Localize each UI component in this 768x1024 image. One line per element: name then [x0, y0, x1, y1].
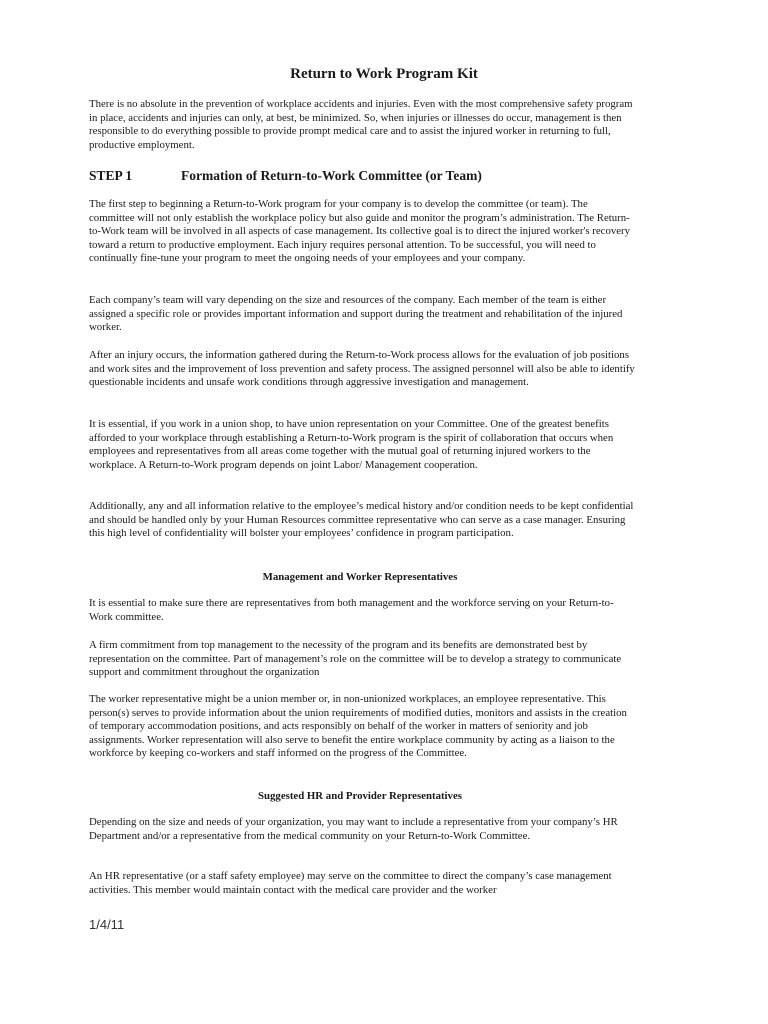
paragraph-worker-representative: The worker representative might be a union member or, in non-unionized workplaces, an employee representative. This person(s) serves to provide information about the union requirements of modified duties, monitors and assists in the creation of temporary accommodation positions, and acts responsibly on behalf of the worker in matters of seniority and job assignments. Worker representation will also serve to benefit the entire workplace community by acting as a liaison to the workforce by keeping co-workers and staff informed on the progress of the Committee.	[89, 693, 627, 760]
paragraph-management-commitment: A firm commitment from top management to the necessity of the program and its benefits are demonstrated best by representation on the committee. Part of management’s role on the committee will be to develop a strategy to communicate support and commitment throughout the organization	[89, 639, 622, 679]
section-heading-hr-provider: Suggested HR and Provider Representatives	[258, 790, 462, 802]
paragraph-committee-development: The first step to beginning a Return-to-Work program for your company is to develop the committee (or team). The committee will not only establish the workplace policy but also guide and monitor the program’s administration. The Return-to-Work team will be involved in all aspects of case management. Its collective goal is to direct the injured worker's recovery toward a return to productive employment. Each injury requires personal attention. To be successful, you will need to continually fine-tune your program to meet the ongoing needs of your employees and your company.	[89, 198, 631, 265]
document-title: Return to Work Program Kit	[290, 66, 478, 82]
step-heading	[89, 168, 482, 184]
footer-date: 1/4/11	[89, 917, 125, 932]
paragraph-team-variation: Each company’s team will vary depending on the size and resources of the company. Each member of the team is either assigned a specific role or provides important information and support during the treatment and rehabilitation of the injured worker.	[89, 294, 623, 334]
paragraph-representatives: It is essential to make sure there are representatives from both management and the workforce serving on your Return-to-Work committee.	[89, 597, 614, 623]
paragraph-confidentiality: Additionally, any and all information relative to the employee’s medical history and/or condition needs to be kept confidential and should be handled only by your Human Resources committee representative who can serve as a case manager. Ensuring this high level of confidentiality will bolster your employees’ confidence in program participation.	[89, 500, 634, 540]
paragraph-organization-needs: Depending on the size and needs of your organization, you may want to include a representative from your company’s HR Department and/or a representative from the medical community on your Return-to-Work Committee.	[89, 816, 618, 842]
section-heading-management-worker: Management and Worker Representatives	[262, 571, 458, 583]
step-title: Formation of Return-to-Work Committee (or Team)	[181, 168, 482, 183]
intro-paragraph: There is no absolute in the prevention of workplace accidents and injuries. Even with the most comprehensive safety program in place, accidents and injuries can only, at best, be minimized. So, when injuries or illnesses do occur, management is then responsible to do everything possible to provide prompt medical care and to assist the injured worker in returning to full, productive employment.	[89, 98, 633, 151]
step-number: STEP 1	[89, 168, 133, 183]
paragraph-hr-representative: An HR representative (or a staff safety employee) may serve on the committee to direct the company’s case management activities. This member would maintain contact with the medical care provider and the worker	[89, 870, 612, 896]
paragraph-after-injury: After an injury occurs, the information gathered during the Return-to-Work process allows for the evaluation of job positions and work sites and the improvement of loss prevention and safety process. The assigned personnel will also be able to identify questionable incidents and unsafe work conditions through aggressive investigation and management.	[89, 349, 635, 389]
paragraph-union-representation: It is essential, if you work in a union shop, to have union representation on your Committee. One of the greatest benefits afforded to your workplace through establishing a Return-to-Work program is the spirit of collaboration that occurs when employees and representatives from all areas come together with the mutual goal of returning injured workers to the workplace. A Return-to-Work program depends on joint Labor/ Management cooperation.	[89, 418, 614, 471]
